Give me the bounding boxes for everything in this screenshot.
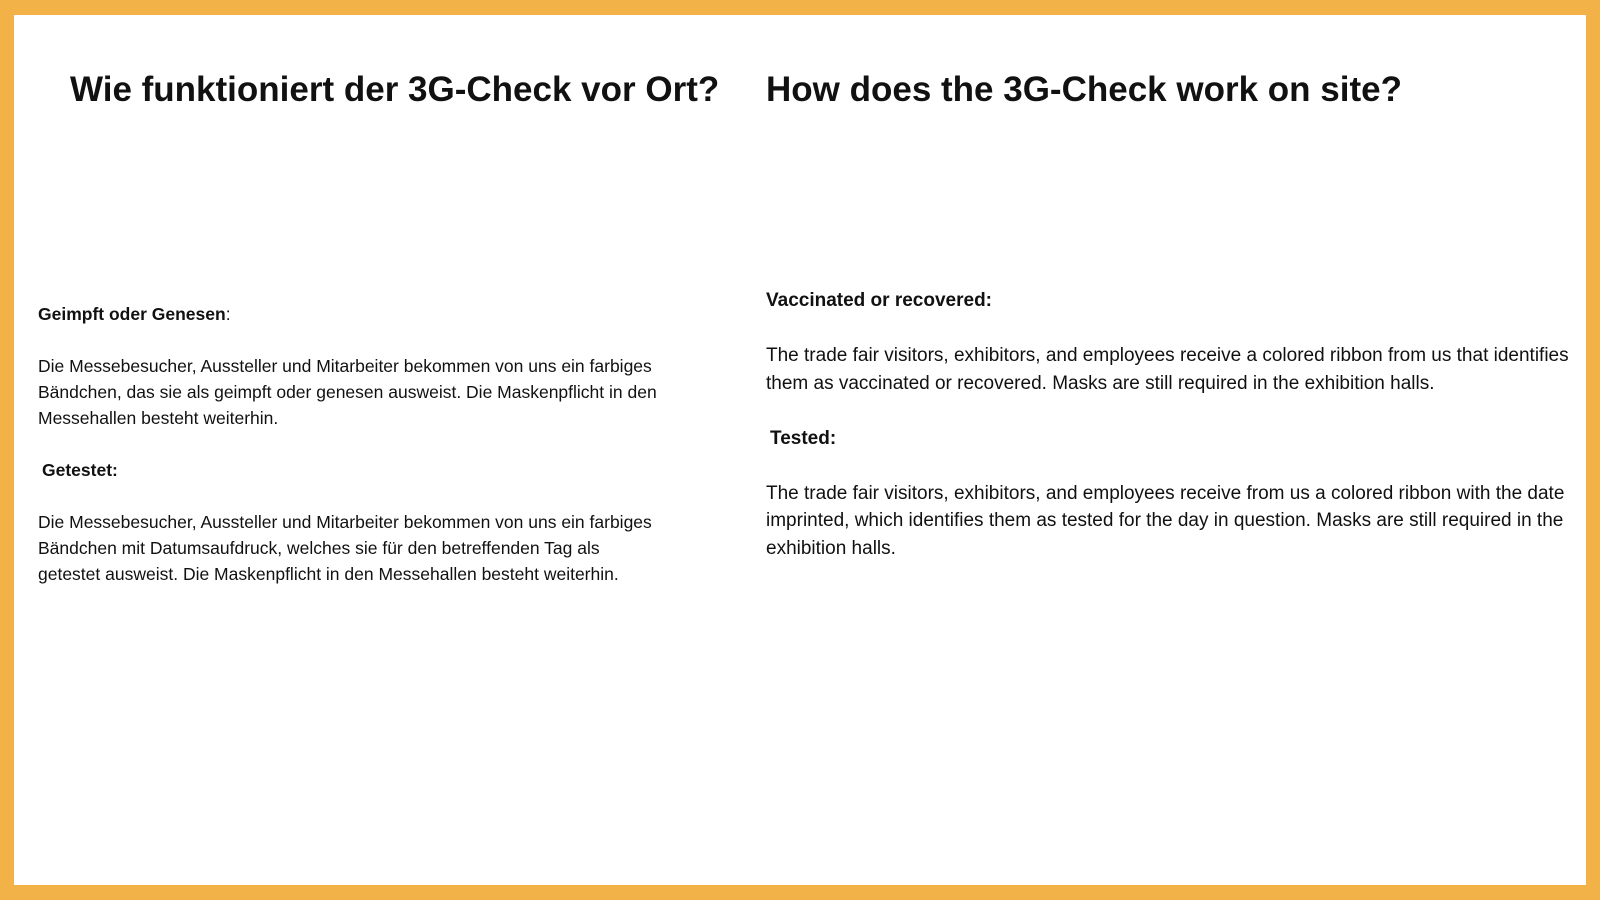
spacer [766, 452, 1581, 480]
english-tested-text: The trade fair visitors, exhibitors, and employees receive from us a colored ribbon with the date imprinted, which identifies them as tested for the day in question. Masks are still required in the exhibition halls. [766, 482, 1565, 559]
slide-content [14, 15, 1586, 885]
german-vaccinated-heading [38, 301, 658, 327]
spacer [766, 397, 1581, 425]
german-vaccinated-text: Die Messebesucher, Aussteller und Mitarbeiter bekommen von uns ein farbiges Bändchen, das sie als geimpft oder genesen ausweist. Die Maskenpflicht in den Messehallen besteht weiterhin. [38, 356, 657, 428]
english-title: How does the 3G-Check work on site? [766, 70, 1402, 109]
german-vaccinated-label: Geimpft oder Genesen [38, 304, 226, 324]
english-vaccinated-label: Vaccinated or recovered: [766, 290, 992, 311]
english-vaccinated-text: The trade fair visitors, exhibitors, and employees receive a colored ribbon from us that identifies them as vaccinated or recovered. Masks are still required in the exhibition halls. [766, 345, 1569, 394]
german-title: Wie funktioniert der 3G-Check vor Ort? [70, 70, 720, 109]
english-column [766, 287, 1581, 562]
english-tested-label: Tested: [770, 427, 837, 449]
spacer [38, 483, 658, 509]
spacer [38, 431, 658, 457]
german-tested-text: Die Messebesucher, Aussteller und Mitarbeiter bekommen von uns ein farbiges Bändchen mit Datumsaufdruck, welches sie für den betreffenden Tag als getestet ausweist. Die Maskenpflicht in den Messehallen besteht weiterhin. [38, 512, 652, 584]
german-column [38, 301, 658, 587]
german-tested-label: Getestet: [42, 460, 118, 480]
spacer [38, 327, 658, 353]
spacer [766, 315, 1581, 343]
german-vaccinated-colon: : [225, 304, 231, 324]
